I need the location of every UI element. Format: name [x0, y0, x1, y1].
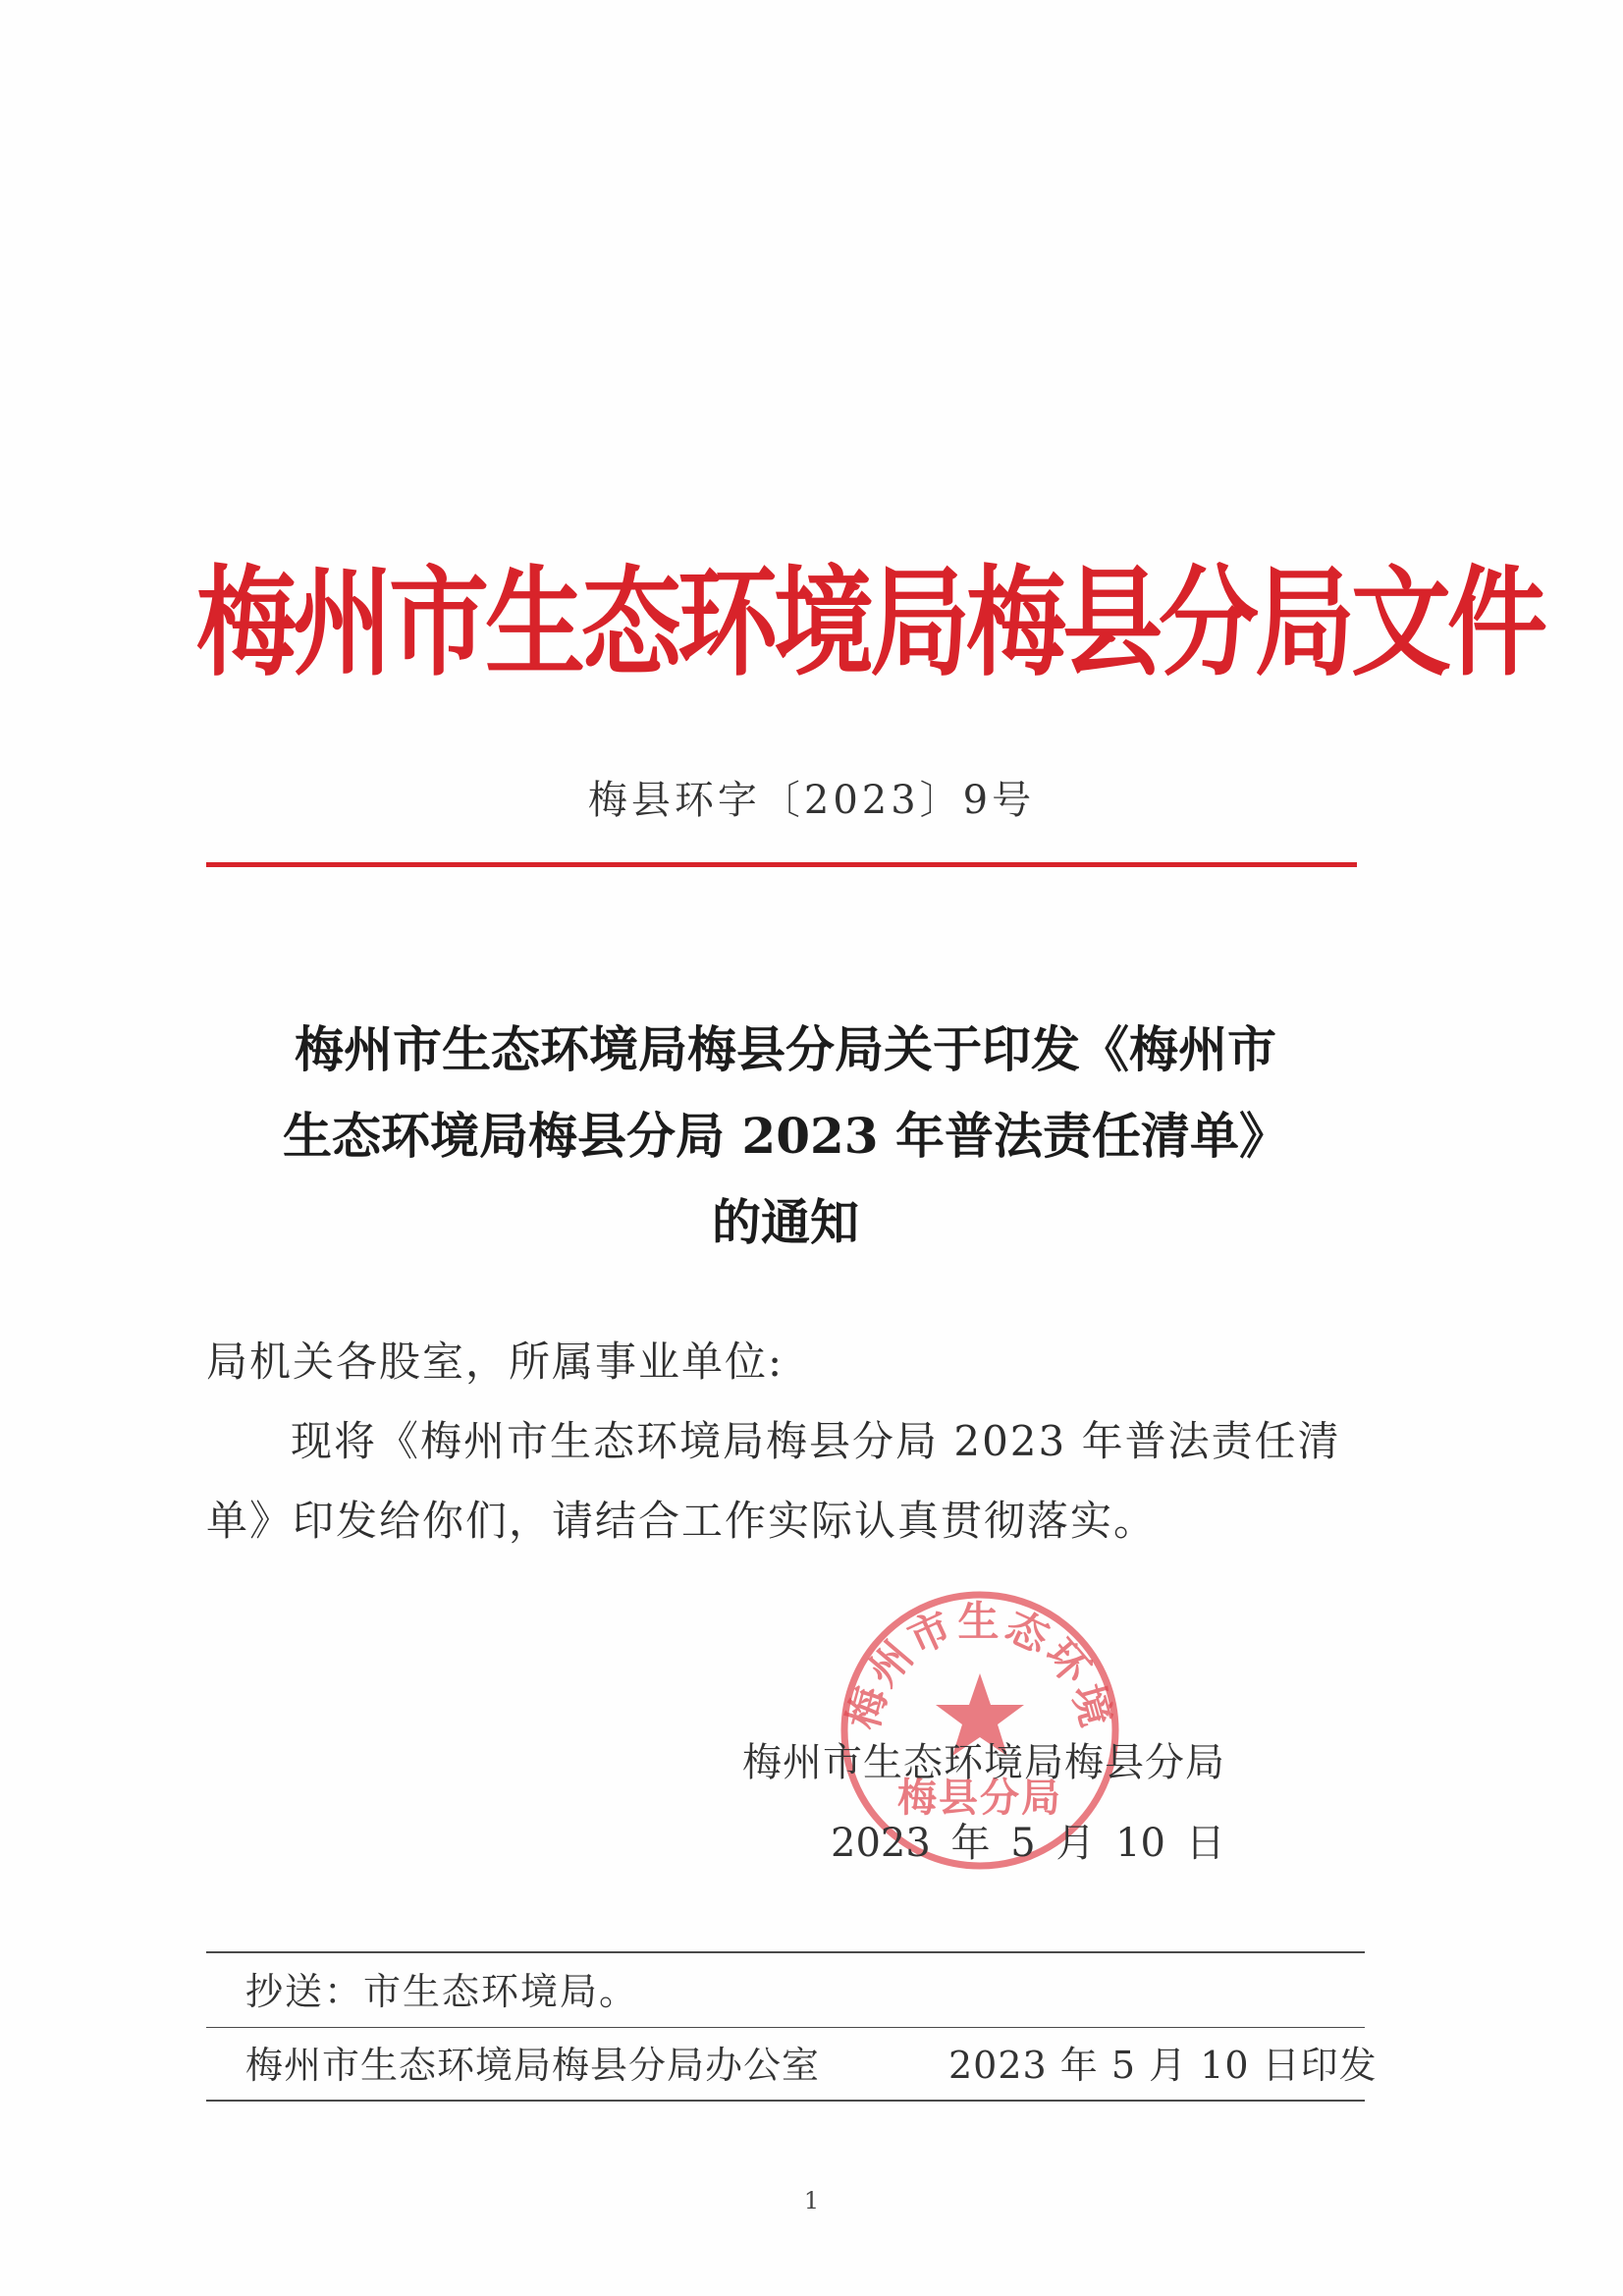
notice-title-line: 生态环境局梅县分局 2023 年普法责任清单》 — [283, 1107, 1288, 1165]
seal-arc-text: 梅州市生态环境 — [839, 1597, 1121, 1735]
signing-date: 2023 年 5 月 10 日 — [831, 1821, 1225, 1866]
issue-date: 2023 年 5 月 10 日印发 — [948, 2044, 1378, 2087]
signing-organization: 梅州市生态环境局梅县分局 — [742, 1740, 1225, 1785]
red-divider-line — [206, 862, 1357, 867]
masthead-title: 梅州市生态环境局梅县分局文件 — [196, 555, 1543, 693]
body-paragraph-line: 单》印发给你们，请结合工作实际认真贯彻落实。 — [206, 1497, 1158, 1545]
footer-divider — [206, 2027, 1365, 2028]
notice-title-line: 的通知 — [712, 1193, 859, 1251]
body-paragraph-line: 现将《梅州市生态环境局梅县分局 2023 年普法责任清 — [291, 1417, 1341, 1465]
page-number: 1 — [803, 2187, 820, 2214]
addressee: 局机关各股室，所属事业单位: — [206, 1338, 784, 1386]
notice-title — [196, 1007, 1375, 1266]
notice-title-line: 梅州市生态环境局梅县分局关于印发《梅州市 — [295, 1020, 1276, 1078]
document-number: 梅县环字〔2023〕9号 — [587, 778, 1036, 823]
footer-divider — [206, 2100, 1365, 2102]
seal-bottom-text: 梅县分局 — [897, 1776, 1062, 1821]
footer-divider — [206, 1951, 1365, 1953]
carbon-copy-line: 抄送：市生态环境局。 — [245, 1970, 639, 2013]
issuing-office: 梅州市生态环境局梅县分局办公室 — [245, 2044, 821, 2087]
